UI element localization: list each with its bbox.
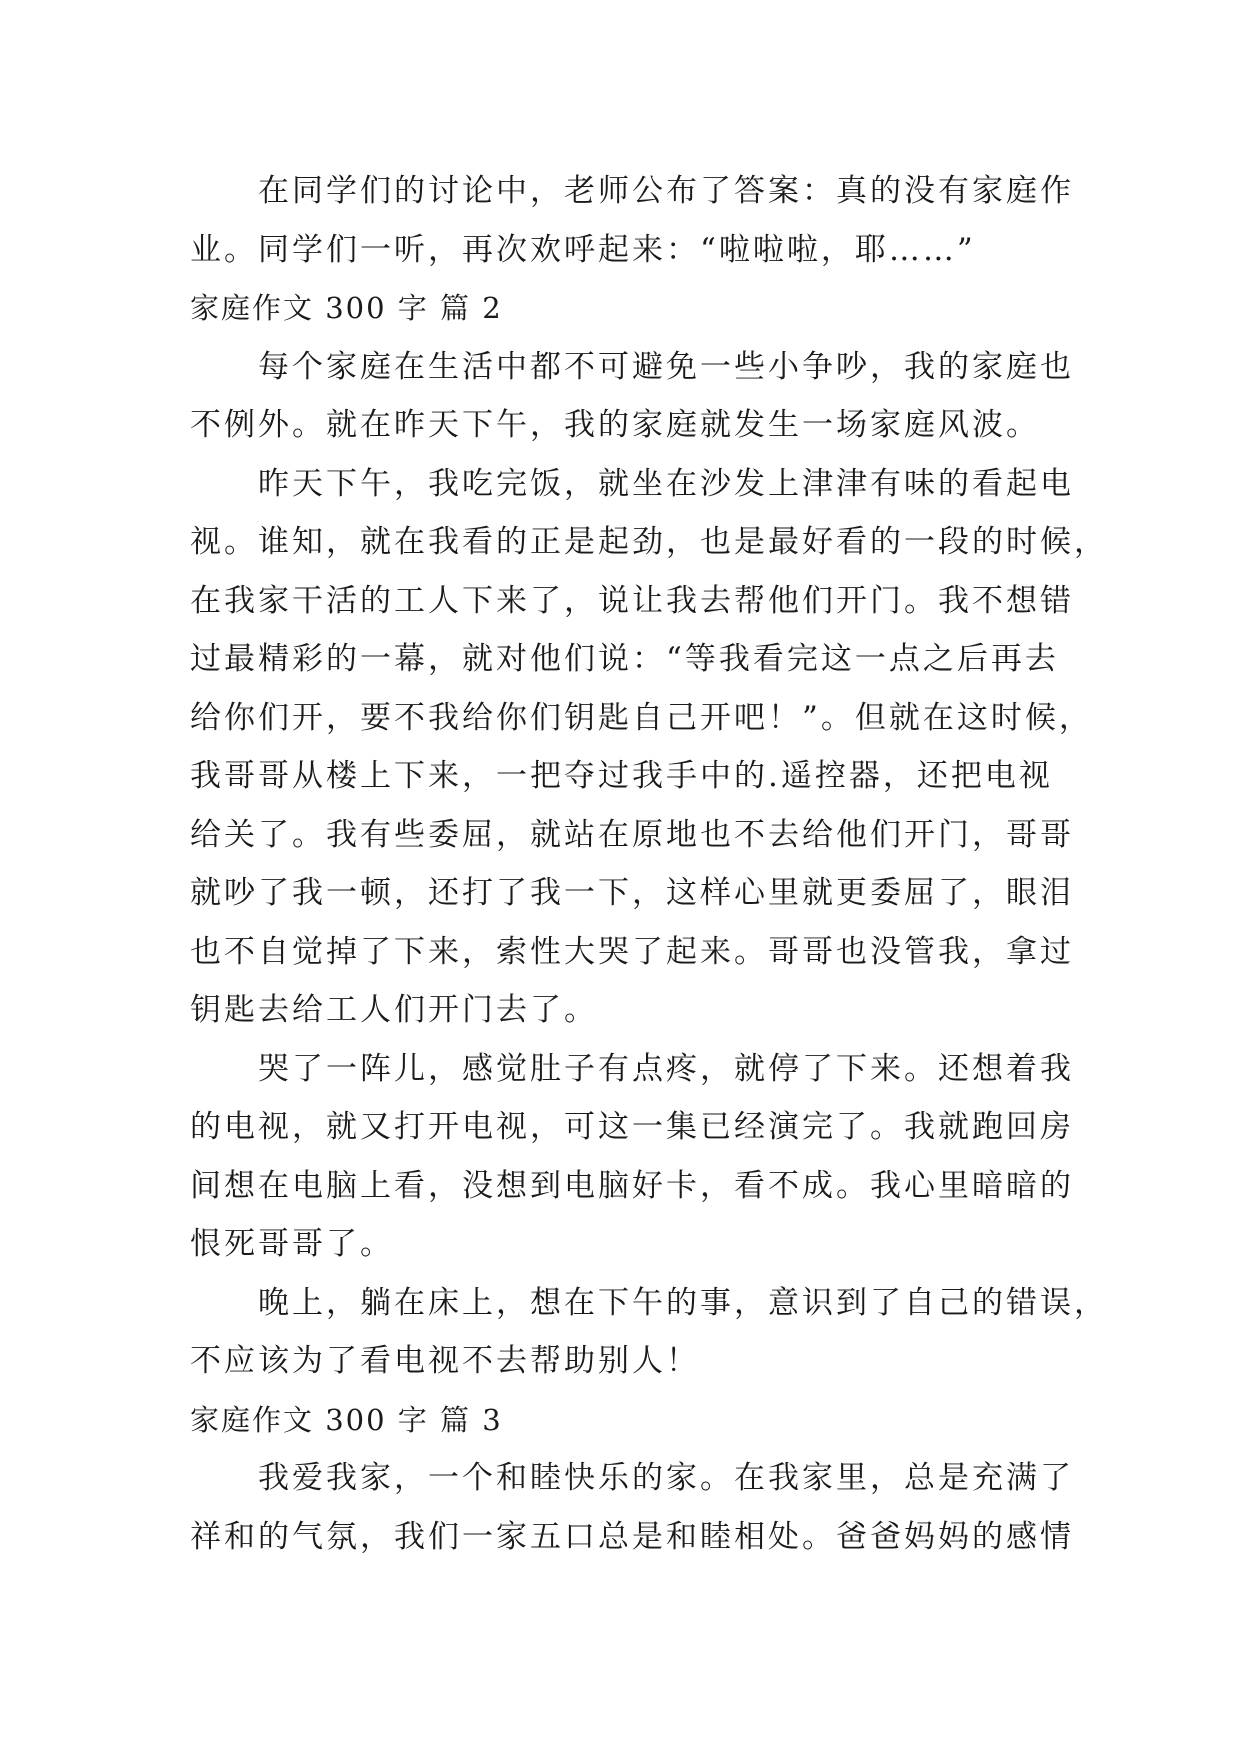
text-line: 不例外。就在昨天下午，我的家庭就发生一场家庭风波。: [190, 407, 1040, 443]
text-line: 我爱我家，一个和睦快乐的家。在我家里，总是充满了: [258, 1460, 1074, 1496]
text-line: 晚上，躺在床上，想在下午的事，意识到了自己的错误，: [258, 1284, 1108, 1321]
text-line: 不应该为了看电视不去帮助别人！: [190, 1343, 700, 1379]
text-line: 给你们开，要不我给你们钥匙自己开吧！”。但就在这时候，: [190, 699, 1093, 736]
document-page: [190, 162, 1108, 1566]
text-line: 也不自觉掉了下来，索性大哭了起来。哥哥也没管我，拿过: [190, 933, 1074, 970]
text-line: 钥匙去给工人们开门去了。: [190, 992, 598, 1028]
text-line: 就吵了我一顿，还打了我一下，这样心里就更委屈了，眼泪: [190, 875, 1074, 911]
text-line: 在我家干活的工人下来了，说让我去帮他们开门。我不想错: [190, 582, 1074, 619]
section-heading: 家庭作文 300 字 篇 2: [190, 291, 503, 325]
text-line: 我哥哥从楼上下来，一把夺过我手中的.遥控器，还把电视: [190, 758, 1053, 794]
text-line: 祥和的气氛，我们一家五口总是和睦相处。爸爸妈妈的感情: [190, 1518, 1074, 1555]
section-heading: 家庭作文 300 字 篇 3: [190, 1402, 503, 1437]
text-line: 每个家庭在生活中都不可避免一些小争吵，我的家庭也: [258, 348, 1074, 385]
text-line: 给关了。我有些委屈，就站在原地也不去给他们开门，哥哥: [190, 816, 1074, 853]
text-line: 的电视，就又打开电视，可这一集已经演完了。我就跑回房: [190, 1109, 1074, 1145]
text-line: 哭了一阵儿，感觉肚子有点疼，就停了下来。还想着我: [258, 1050, 1074, 1087]
text-line: 间想在电脑上看，没想到电脑好卡，看不成。我心里暗暗的: [190, 1167, 1074, 1204]
text-line: 在同学们的讨论中，老师公布了答案：真的没有家庭作: [258, 173, 1074, 209]
text-line: 恨死哥哥了。: [190, 1226, 394, 1262]
text-line: 昨天下午，我吃完饭，就坐在沙发上津津有味的看起电: [258, 465, 1074, 502]
text-line: 视。谁知，就在我看的正是起劲，也是最好看的一段的时候，: [190, 524, 1108, 560]
text-line: 过最精彩的一幕，就对他们说：“等我看完这一点之后再去: [190, 641, 1059, 677]
text-line: 业。同学们一听，再次欢呼起来：“啦啦啦，耶……”: [190, 231, 976, 268]
